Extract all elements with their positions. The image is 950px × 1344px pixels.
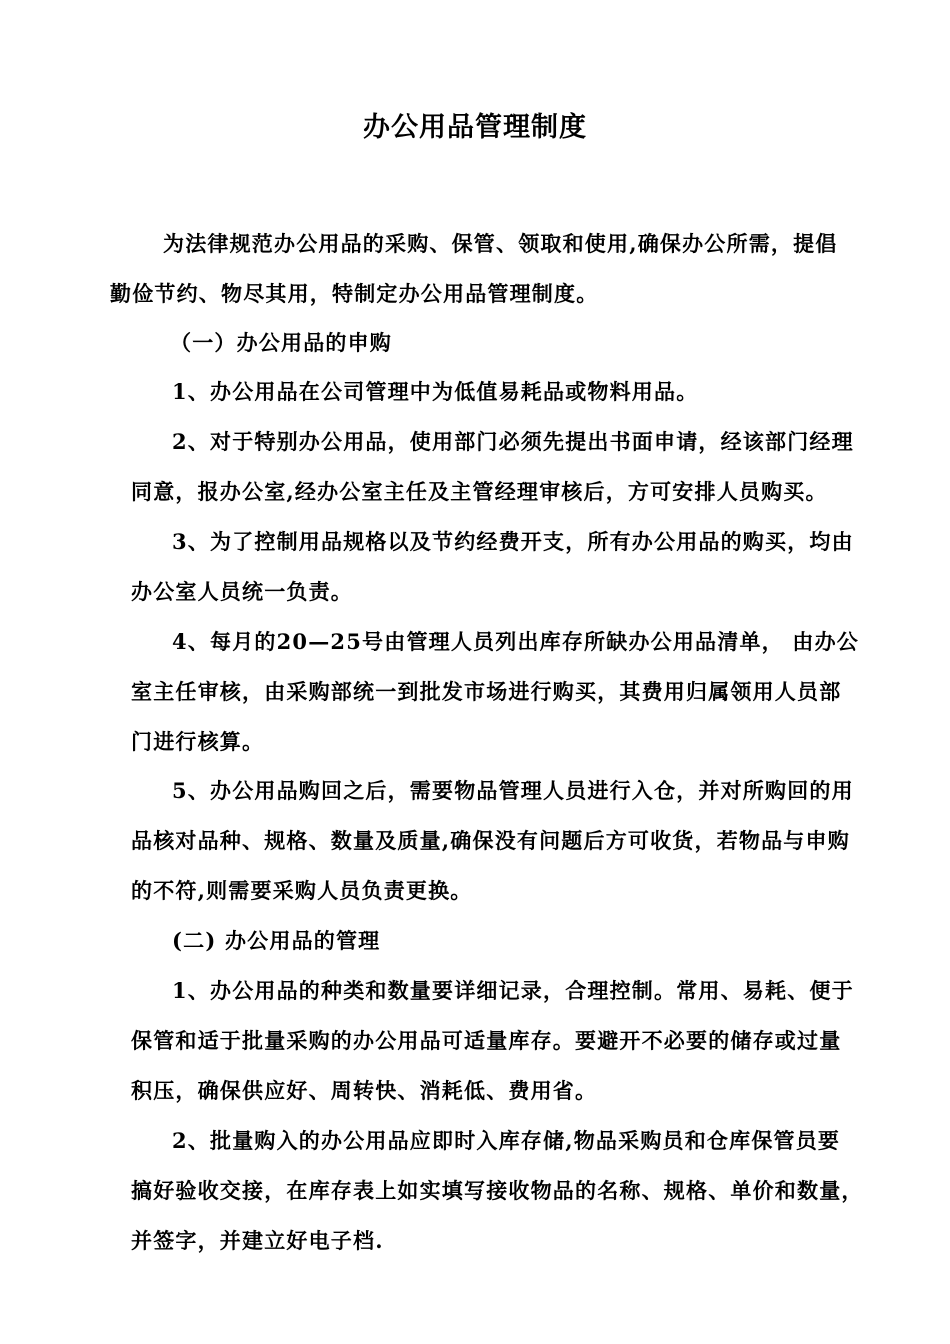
paragraph-line: 2、批量购入的办公用品应即时入库存储,物品采购员和仓库保管员要 bbox=[172, 1128, 841, 1153]
paragraph-line: 2、对于特别办公用品，使用部门必须先提出书面申请，经该部门经理 bbox=[172, 429, 854, 454]
paragraph-line: 1、办公用品的种类和数量要详细记录，合理控制。常用、易耗、便于 bbox=[172, 978, 854, 1003]
paragraph-line: 3、为了控制用品规格以及节约经费开支，所有办公用品的购买，均由 bbox=[172, 529, 854, 554]
paragraph-line: 为法律规范办公用品的采购、保管、领取和使用,确保办公所需，提倡 bbox=[163, 231, 838, 256]
paragraph-line: 室主任审核，由采购部统一到批发市场进行购买，其费用归属领用人员部 bbox=[131, 679, 842, 704]
paragraph-line: 5、办公用品购回之后，需要物品管理人员进行入仓，并对所购回的用 bbox=[172, 778, 854, 803]
paragraph-line: 门进行核算。 bbox=[131, 729, 265, 754]
paragraph-line: 品核对品种、规格、数量及质量,确保没有问题后方可收货，若物品与申购 bbox=[131, 828, 850, 853]
paragraph-line: 搞好验收交接，在库存表上如实填写接收物品的名称、规格、单价和数量， bbox=[131, 1178, 864, 1203]
document-title: 办公用品管理制度 bbox=[363, 112, 587, 143]
paragraph-line: 积压，确保供应好、周转快、消耗低、费用省。 bbox=[131, 1078, 598, 1103]
paragraph-line: 勤俭节约、物尽其用，特制定办公用品管理制度。 bbox=[110, 281, 599, 306]
paragraph-line: 并签字，并建立好电子档. bbox=[131, 1228, 384, 1253]
paragraph-line: 保管和适于批量采购的办公用品可适量库存。要避开不必要的储存或过量 bbox=[131, 1028, 842, 1053]
paragraph-line: 1、办公用品在公司管理中为低值易耗品或物料用品。 bbox=[172, 379, 699, 404]
paragraph-line: 同意，报办公室,经办公室主任及主管经理审核后，方可安排人员购买。 bbox=[131, 479, 828, 504]
paragraph-line: 办公室人员统一负责。 bbox=[131, 579, 353, 604]
paragraph-line: 的不符,则需要采购人员负责更换。 bbox=[131, 878, 473, 903]
paragraph-line: 4、每月的20—25号由管理人员列出库存所缺办公用品清单， 由办公 bbox=[172, 629, 859, 654]
section-heading: (二) 办公用品的管理 bbox=[172, 928, 381, 953]
section-heading: （一）办公用品的申购 bbox=[170, 330, 392, 355]
